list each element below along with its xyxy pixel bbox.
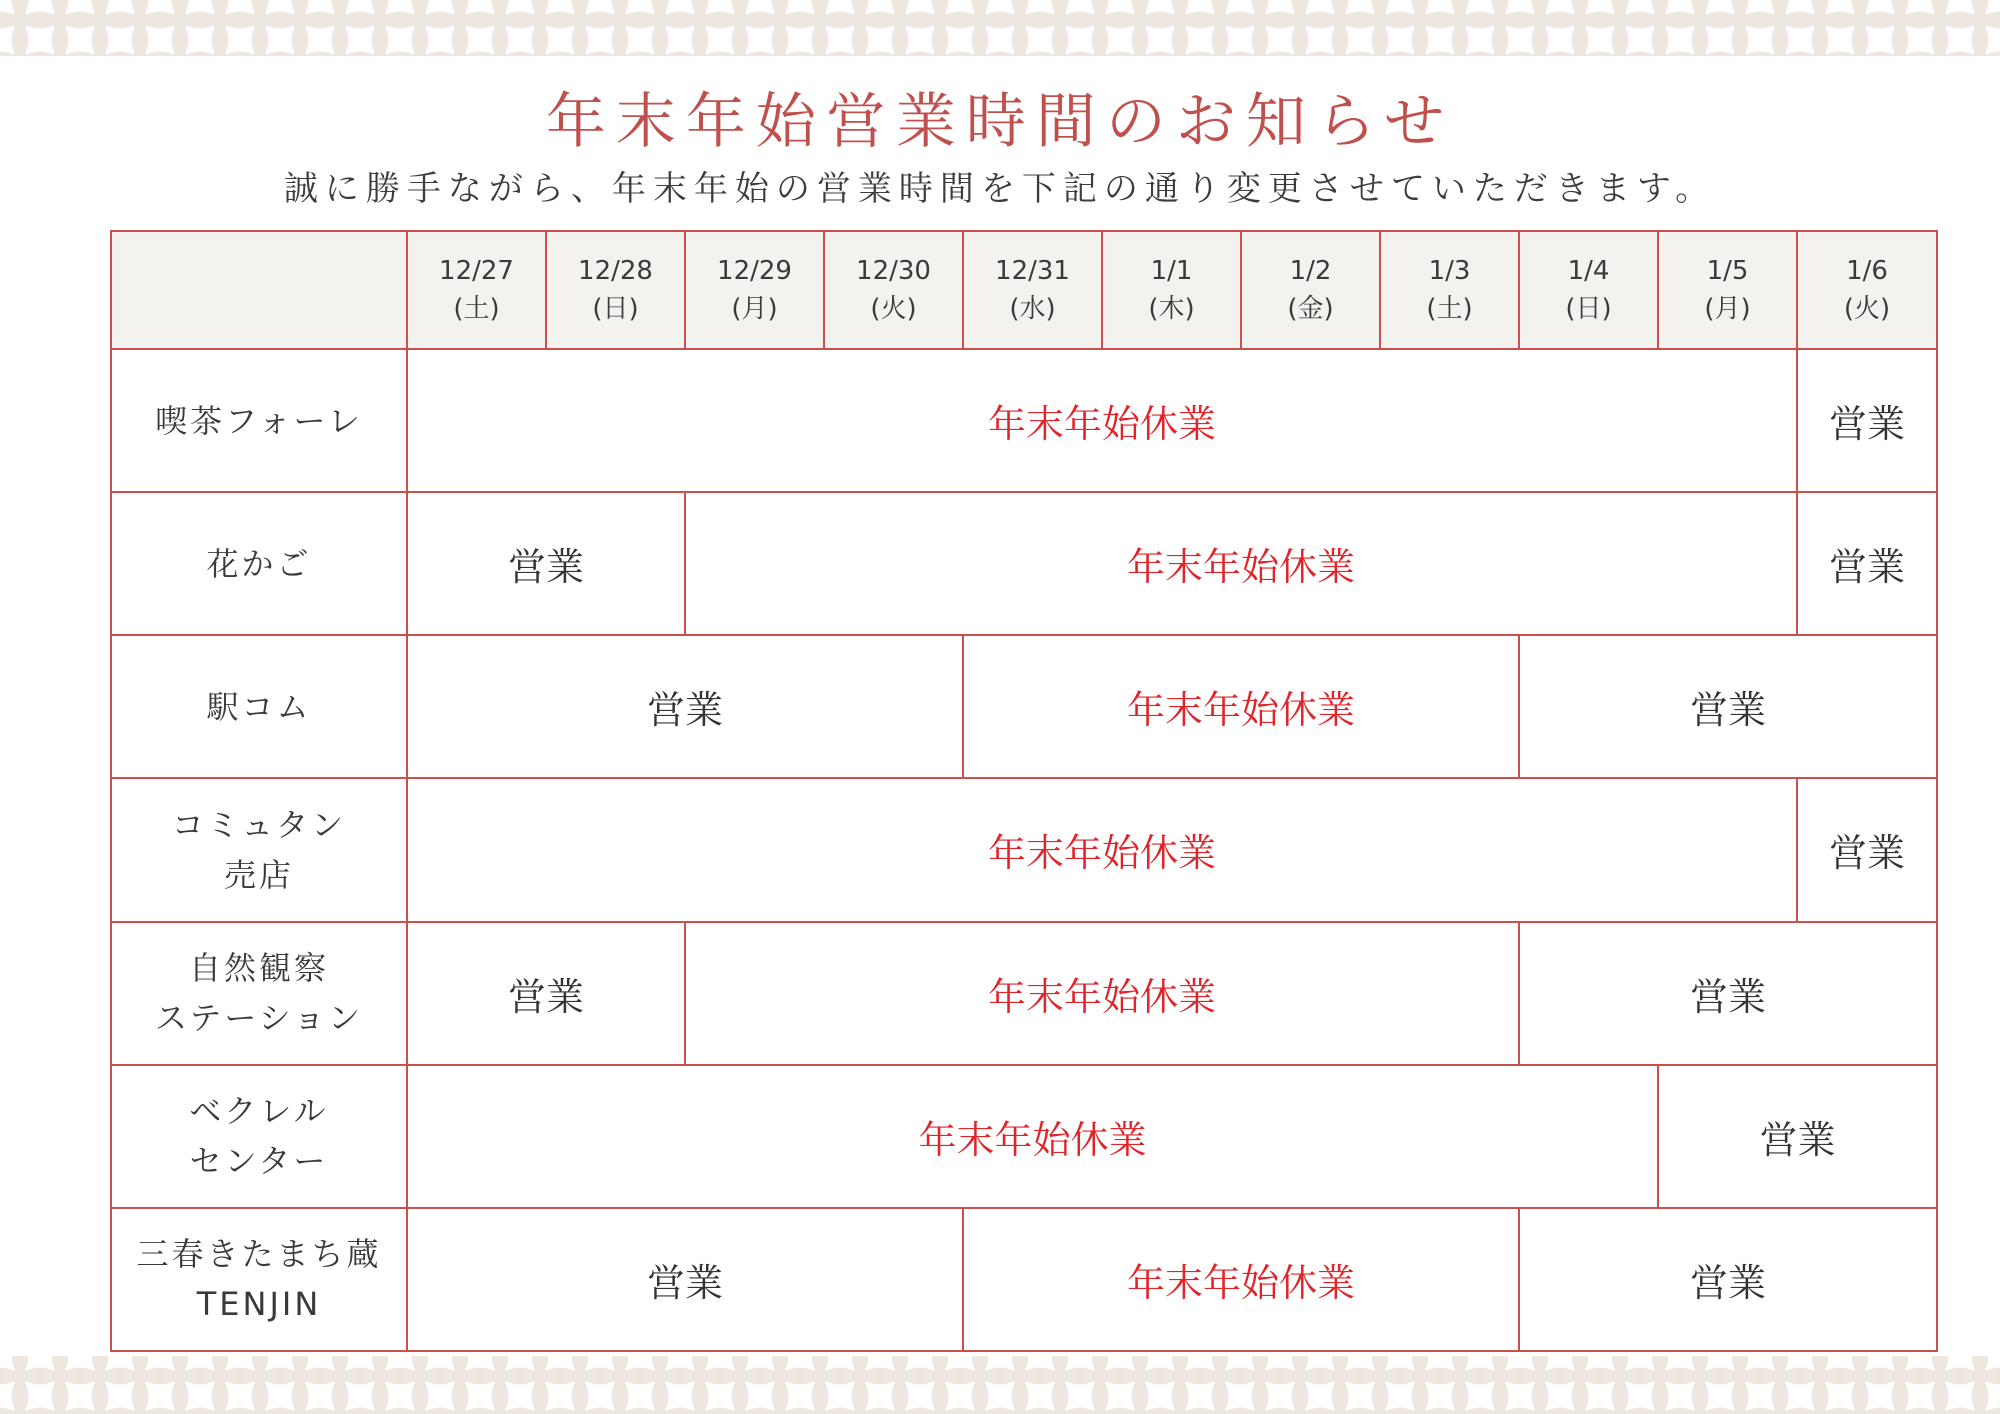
facility-row	[111, 349, 1937, 492]
closed-period-cell: 年末年始休業	[963, 1208, 1519, 1351]
weekday-label: (木)	[1148, 294, 1195, 324]
facility-name-line: 売店	[223, 855, 294, 894]
facility-row	[111, 1065, 1937, 1208]
weekday-label: (月)	[1704, 294, 1751, 324]
date-label: 12/27	[439, 256, 514, 286]
open-period-cell: 営業	[1519, 635, 1937, 778]
facility-row	[111, 922, 1937, 1065]
date-header-cell	[963, 231, 1102, 349]
weekday-label: (金)	[1287, 294, 1334, 324]
date-label: 12/28	[578, 256, 653, 286]
date-label: 1/3	[1428, 256, 1471, 286]
date-label: 1/2	[1289, 256, 1332, 286]
header-corner-cell	[111, 231, 407, 349]
closed-period-cell: 年末年始休業	[685, 492, 1797, 635]
date-label: 12/31	[995, 256, 1070, 286]
date-label: 1/1	[1150, 256, 1193, 286]
date-label: 12/30	[856, 256, 931, 286]
facility-name-cell	[111, 635, 407, 778]
bottom-decorative-pattern	[0, 1356, 2000, 1414]
closed-period-cell: 年末年始休業	[685, 922, 1519, 1065]
date-header-cell	[685, 231, 824, 349]
facility-row	[111, 778, 1937, 921]
open-period-cell: 営業	[1658, 1065, 1937, 1208]
open-period-cell: 営業	[1519, 1208, 1937, 1351]
open-period-cell: 営業	[407, 492, 685, 635]
date-label: 1/5	[1706, 256, 1749, 286]
weekday-label: (日)	[592, 294, 639, 324]
weekday-label: (土)	[1426, 294, 1473, 324]
date-label: 1/6	[1846, 256, 1888, 286]
facility-row	[111, 1208, 1937, 1351]
date-header-cell	[1658, 231, 1797, 349]
open-period-cell: 営業	[1797, 349, 1937, 492]
date-header-cell	[407, 231, 546, 349]
open-period-cell: 営業	[1519, 922, 1937, 1065]
facility-name-cell	[111, 1065, 407, 1208]
date-header-cell	[546, 231, 685, 349]
date-label: 1/4	[1567, 256, 1610, 286]
weekday-label: (火)	[1843, 294, 1891, 324]
open-period-cell: 営業	[407, 1208, 963, 1351]
closed-period-cell: 年末年始休業	[407, 349, 1797, 492]
holiday-schedule-table	[110, 230, 1938, 1352]
date-header-cell	[1380, 231, 1519, 349]
weekday-label: (土)	[453, 294, 500, 324]
page-subtitle: 誠に勝手ながら、年末年始の営業時間を下記の通り変更させていただきます。	[283, 169, 1717, 209]
closed-period-cell: 年末年始休業	[963, 635, 1519, 778]
date-header-cell	[824, 231, 963, 349]
closed-period-cell: 年末年始休業	[407, 1065, 1658, 1208]
weekday-label: (月)	[731, 294, 778, 324]
facility-name-line: TENJIN	[196, 1285, 322, 1324]
date-header-cell	[1797, 231, 1937, 349]
schedule-body	[111, 349, 1937, 1351]
facility-name-line: ベクレル	[189, 1092, 329, 1131]
facility-name-line: 三春きたまち蔵	[136, 1235, 382, 1274]
facility-row	[111, 635, 1937, 778]
weekday-label: (火)	[870, 294, 917, 324]
open-period-cell: 営業	[407, 635, 963, 778]
weekday-label: (日)	[1565, 294, 1612, 324]
facility-name-cell	[111, 1208, 407, 1351]
weekday-label: (水)	[1009, 294, 1056, 324]
date-label: 12/29	[717, 256, 792, 286]
facility-row	[111, 492, 1937, 635]
date-header-cell	[1241, 231, 1380, 349]
facility-name-cell	[111, 922, 407, 1065]
facility-name-line: センター	[189, 1142, 329, 1181]
facility-name-cell	[111, 778, 407, 921]
open-period-cell: 営業	[1797, 492, 1937, 635]
facility-name-line: 自然観察	[188, 949, 329, 988]
facility-name-line: 喫茶フォーレ	[155, 401, 363, 440]
open-period-cell: 営業	[1797, 778, 1937, 921]
facility-name-cell	[111, 349, 407, 492]
open-period-cell: 営業	[407, 922, 685, 1065]
facility-name-line: コミュタン	[171, 805, 347, 844]
facility-name-line: ステーション	[154, 999, 364, 1038]
facility-name-cell	[111, 492, 407, 635]
facility-name-line: 駅コム	[206, 687, 312, 726]
facility-name-line: 花かご	[206, 544, 312, 583]
closed-period-cell: 年末年始休業	[407, 778, 1797, 921]
top-decorative-pattern	[0, 0, 2000, 56]
date-header-row	[111, 231, 1937, 349]
date-header-cell	[1519, 231, 1658, 349]
page-title: 年末年始営業時間のお知らせ	[545, 87, 1455, 157]
date-header-cell	[1102, 231, 1241, 349]
